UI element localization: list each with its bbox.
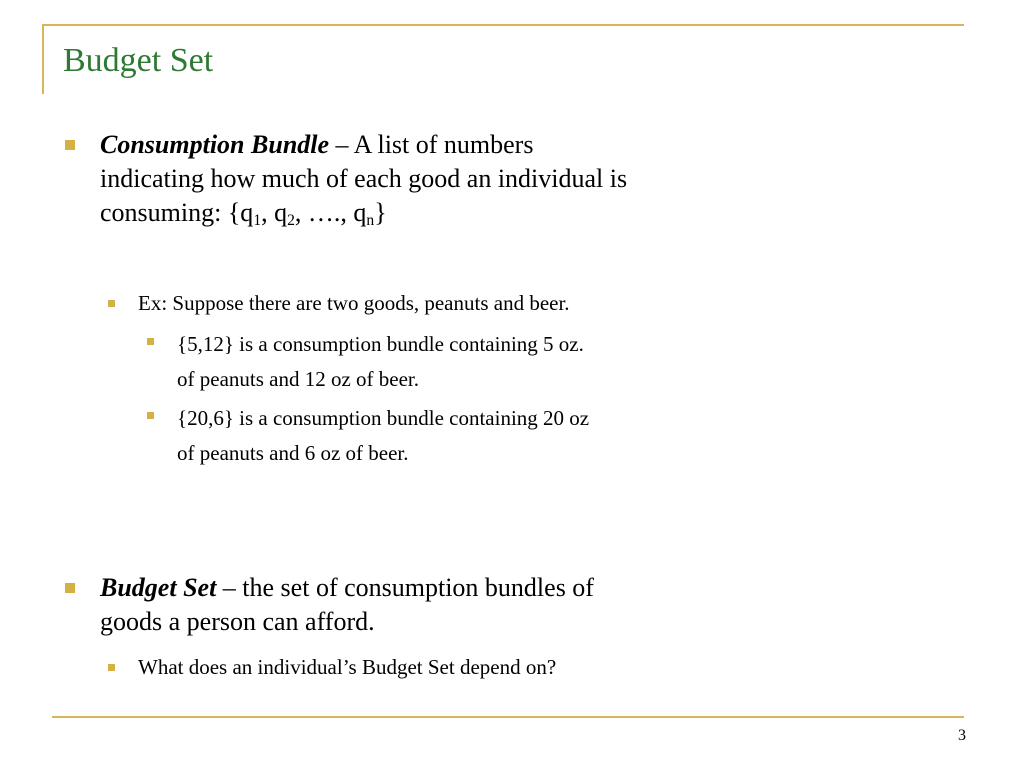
bullet-line: of peanuts and 6 oz of beer. [177, 441, 409, 465]
bullet-square-icon [108, 664, 115, 671]
bullet-line: What does an individual’s Budget Set depend on? [138, 655, 557, 679]
page-number: 3 [958, 727, 966, 744]
bullet-line [100, 571, 594, 605]
slide-title: Budget Set [63, 42, 214, 79]
sub-sub-bullet-2 [177, 401, 589, 471]
dash: – [216, 573, 243, 602]
text-segment: } [374, 198, 387, 227]
bullet-line [100, 196, 627, 230]
bullet-line: {20,6} is a consumption bundle containing 20 oz [177, 406, 590, 430]
bullet-line: {5,12} is a consumption bundle containing 5 oz. [177, 332, 584, 356]
bullet-line [100, 128, 627, 162]
dash: – [329, 130, 354, 159]
definition-text: the set of consumption bundles of [242, 573, 594, 602]
bullet-square-icon [65, 583, 75, 593]
bullet-line: goods a person can afford. [100, 607, 375, 636]
bullet-line: of peanuts and 12 oz of beer. [177, 367, 420, 391]
footer-rule [52, 716, 964, 718]
subscript: n [366, 211, 375, 229]
text-segment: , q [261, 198, 288, 227]
definition-text: A list of numbers [353, 130, 534, 159]
frame-left-rule [42, 24, 44, 94]
bullet-square-icon [147, 338, 154, 345]
subscript: 1 [253, 211, 262, 229]
bullet-square-icon [108, 300, 115, 307]
bullet-square-icon [147, 412, 154, 419]
bullet-square-icon [65, 140, 75, 150]
bullet-budget-set [100, 571, 594, 639]
term-budget-set: Budget Set [100, 573, 217, 602]
bullet-line: Ex: Suppose there are two goods, peanuts and beer. [138, 291, 570, 315]
frame-top-rule [42, 24, 964, 26]
sub-sub-bullet-1 [177, 327, 584, 397]
subscript: 2 [287, 211, 295, 229]
text-segment: , …., q [294, 198, 367, 227]
sub-bullet-question [138, 653, 556, 681]
bullet-line: indicating how much of each good an individual is [100, 164, 628, 193]
bullet-consumption-bundle [100, 128, 627, 230]
term-consumption-bundle: Consumption Bundle [100, 130, 330, 159]
sub-bullet-example [138, 289, 570, 317]
text-segment: consuming: {q [100, 198, 254, 227]
